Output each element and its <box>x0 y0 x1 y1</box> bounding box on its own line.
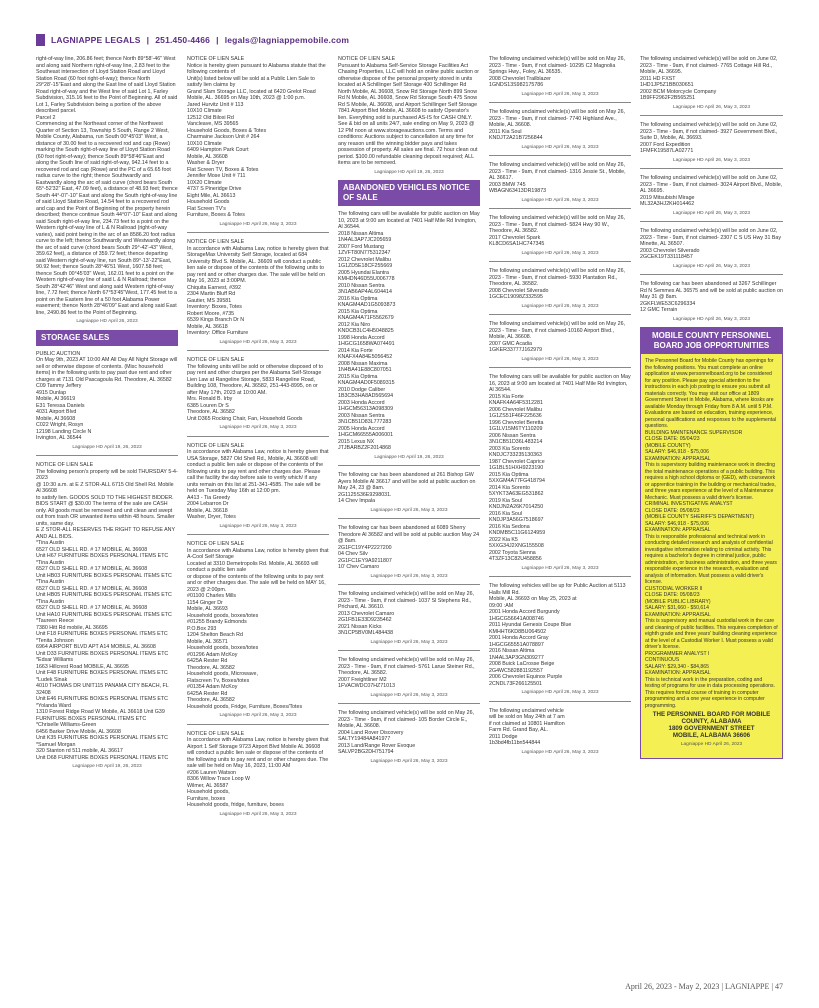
legal-notice <box>640 122 783 155</box>
legal-notice <box>489 583 631 687</box>
publication-tag: Lagniappe HD April 19, 26, 2023 <box>374 454 444 460</box>
divider <box>489 208 631 209</box>
divider <box>338 465 480 466</box>
notice-text: NOTICE OF LIEN SALE In accordance with Alabama Law, notice is hereby given that StorageMax University Self Storage, located at 684 University Blvd S. Mobile, AL. 36609 will conduct a public lien sale or dispose of the contents of the following units to pay rent and or other charges due. The sale will be held on May 16, 2023 at 3:00PM. Chiquita Earnest, #392 2304 Martin Bluff Rd Gautier, MS 39581 Inventory: Boxes, Totes Robert Moore, #735 6539 Kings Branch Dr N Mobile, AL 36618 Inventory: Office Furniture <box>187 239 329 336</box>
legal-notice <box>36 462 178 761</box>
notice-text: The following cars will be available for public auction on May 10, 2023 at 9:00 am located at 7401 Half Mile Rd Irvington, Al 36544. 2018 Nissan Altima 1N4AL3AP7JC205659 2007 Ford Mustang 1ZVFT80N775312347 2012 Chevrolet Malibu 1G1ZD5E18CF255669 2005 Hyundai Elantra KMHDN46D55U006778 2010 Nissan Sentra 3N1AB6AP4AL604414 2016 Kia Optima KNAGM4AD1G5093873 2015 Kia Optima KNAGM4A71F5562679 2012 Kia Niro KNDCB3LC4H5048825 1998 Honda Accord 1HGCG1658WA074491 2014 Kia Forte KNAFX4A84E5056452 2008 Nissan Maxima 1N4BA41E88C807051 2015 Kia Optima KNAGM4AD0F5089315 2010 Dodge Caliber 1B3CB3HA8AD565694 2003 Honda Accord 1HGCM56313A098309 2003 Nissan Sentra 3N1CB51D83L777283 2005 Honda Accord 1HGCM66555A006001 2015 Lexus NX JTJBARBZ2F2014868 <box>338 211 480 451</box>
divider <box>187 724 329 725</box>
notice-text: right-of-way line, 206.86 feet; thence North 89°58'-46" West and along said Northern right-of-way line, 2.83 feet to the Southeast intersection of Lloyd Station Road and Lloyd Station Road (60 foot right-of-way); thence North 29°28'-15"East and along the East line of said Lloyd Station Road right-of-way and the West line of said Lot 1, Farley Subdivision, 315.16 feet to the Point of Beginning. All of said Lot 1, Farley Subdivision being a portion of the above described parcel. Parcel 2 Commencing at the Northeast corner of the Northwest Quarter of Section 13, Township 5 South, Range 2 West, Mobile County, Alabama, run South 00°45'03" West, a distance of 30.00 feet to a recovered rod and cap (Rowe) marking the South right-of-way line of Lloyd Station Road (60 foot right-of-way); thence South 89°58'46"East and along the South line of said right-of-way, 942.14 feet to a recovered rod and cap (Rowe) and the PC of a 65.65 foot radius curve to the right; thence Southwardly and Eastwardly along the arc of said curve (chord bears South 65°-52'32" East, 47.09 feet), a distance of 48.93 feet; thence South 44°-07'-10" East and along the South right-of-way line of said Lloyd Station Road, 14.54 feet to a recovered rod and cap and the Point of Beginning of the property herein described; thence continue South 44°07'-10" East and along said South right-of-way line, 234.73 feet to a point on the Western right-of-way line of L & N Railroad (right-of-way varies), said point being in the arc of an 8586.20 foot radius curve to the left; thence Southwardly and Westwardly along the arc of said curve (chord bears South 29°-42'-43" West, 359.62 feet), a distance of 359.72 feet; thence departing said Western right-of-way line, run South 89°-13'-22"East, 90.92 feet; thence South 28°46'51 West, 1607.58 feet; thence South 00°45'03" West, 162.01 feet to a point on the Western right-of-way line of said L & N Railroad; thence South 28°42'46" West and along said Western right-of-way line, 7.72 feet; thence North 67°53'45"West, 177.45 feet to a point on the Eastern line of a 50 foot Alabama Power easement; thence North 28°46'09" East and along said East line, 2490.86 feet to the Point of Beginning. <box>36 56 178 316</box>
publication-tag: Lagniappe HD April 26, May 3, 2023 <box>672 316 751 322</box>
notice-text: NOTICE OF LIEN SALE Pursuant to Alabama Self-Service Storage Facilities Act Chasing Properties, LLC will hold an online public auction or otherwise dispose of the personal property stored in units located at A Schillinger Self Storage 400 Schillinger Rd North Mobile, AL 36608, Snow Rd Storage North 899 Snow Rd N Mobile, AL 36608, Snow Rd Storage South 475 Snow Rd S Mobile, AL 36608, and Airport Schillinger Self Storage 7841 Airport Blvd Mobile, AL 36608 to satisfy Operator's lien. Everything sold is purchased AS-IS for CASH ONLY. See & bid on all units 24/7, sale ending on May 9, 2023 @ 12 PM noon at www.storageauctions.com. Terms and conditions: Auctions subject to cancellation at any time for any reason until the winning bidder pays and takes possession of property. All sales are final. 72 hour clean out period. $100.00 refundable cleaning deposit required; ALL items are to be removed. <box>338 56 480 166</box>
publication-tag: Lagniappe HD April 26, May 3, 2023 <box>521 356 599 362</box>
divider <box>489 576 631 577</box>
legal-notice <box>489 109 631 142</box>
legal-notice <box>187 541 329 710</box>
publication-tag: Lagniappe HD April 26, May 3, 2023 <box>672 210 751 216</box>
publication-tag: Lagniappe HD April 26, May 3, 2023 <box>521 749 599 755</box>
legals-page <box>36 56 783 968</box>
publication-tag: Lagniappe HD April 26, May 3, 2023 <box>370 758 448 764</box>
divider <box>640 274 783 275</box>
email-address[interactable]: legals@lagniappemobile.com <box>224 35 350 45</box>
publication-tag: Lagniappe HD April 26, May 3, 2023 <box>370 639 448 645</box>
legal-notice <box>187 239 329 337</box>
divider <box>338 518 480 519</box>
legal-notice <box>489 215 631 248</box>
section-title: LAGNIAPPE LEGALS <box>51 35 141 45</box>
notice-text: The following car has been abandoned at 261 Bishop GW Ayers Mobile Al 36617 and will be sold at public auction on May 24, 23 @ 8am. 2G1125S36E9298031. 14 Chev Impala <box>338 472 476 504</box>
legal-notice <box>338 211 480 452</box>
notice-text: The following unclaimed vehicle(s) will be sold on June 02, 2023 - Time - 9am, if not claimed- 3927 Government Blvd., Suite D, Mobile, AL 36693. 2007 Ford Expedition 1FMFK19587LA02771 <box>640 122 778 154</box>
notice-text: The following unclaimed vehicle(s) will be sold on May 26, 2023 - Time - 9am, if not claimed- 105 Border Circle E., Mobile, AL 36608. 2004 Land Rover Discovery SALTY19484A841977 2013 Land/Range Rover Evoque SALVP2BG2DH751794 <box>338 710 475 755</box>
publication-tag: Lagniappe HD April 26, May 3, 2023 <box>219 221 297 227</box>
legal-notice <box>338 657 480 690</box>
column-4 <box>489 56 631 961</box>
section-heading-storage-sales: STORAGE SALES <box>36 330 178 346</box>
publication-tag: Lagniappe HD April 19, 26, 2023 <box>374 169 444 175</box>
notice-text: The following unclaimed vehicle(s) will be sold on June 02, 2023 - Time - 9am, if not claimed- 2307 C S US Hwy 31 Bay Minette, AL 36507. 2003 Chevrolet Silverado 2GCEK19T331118457 <box>640 228 782 260</box>
divider <box>640 115 783 116</box>
legal-notice <box>36 56 178 316</box>
column-3 <box>338 56 480 961</box>
notice-text: NOTICE OF LIEN SALE Notice is hereby given pursuant to Alabama statute that the following contents of Unit(s) listed below will be sold at a Public Lien Sale to satisfy lien claims by Grand Slam Storage LLC, located at 6420 Grelot Road Mobile, AL. 36695 on May 10th, 2023 @ 1:00 p.m. Jared Hurvitz Unit # 113 10X10 Climate 12512 Old Biloxi Rd Vancleave, MS 39565 Household Goods, Boxes & Totes Charmaine Jackson Unit # 264 10X10 Climate 6409 Hampton Park Court Mobile, AL 36608 Washer & Dryer Flat Screen TV, Boxes & Totes Jennifer Mose Unit # 711 10X20 Climate 4737 S Pineridge Drive Eight Mile, AL 36613 Household Goods Flat Screen TV's Furniture, Boxes & Totes <box>187 56 326 218</box>
notice-text: The following unclaimed vehicle(s) will be sold on June 02, 2023 - Time - 9am, if not claimed- 3024 Airport Blvd., Mobile, AL 36695. 2019 Mitsubishi Mirage ML32A3HJ2KH014462 <box>640 175 783 207</box>
divider <box>187 232 329 233</box>
legal-notice <box>338 710 480 756</box>
personnel-board-address: THE PERSONNEL BOARD FOR MOBILE COUNTY, ALABAMA 1809 GOVERNMENT STREET MOBILE, ALABAMA 36606 <box>652 711 771 739</box>
separator: | <box>146 35 150 45</box>
publication-tag: Lagniappe HD April 26, May 3, 2023 <box>672 157 751 163</box>
publication-tag: Lagniappe HD April 26, 2023 <box>76 319 138 324</box>
notice-text: The following unclaimed vehicle(s) will be sold on May 26, 2023 - Time - 9am, if not claimed- 5761 Larue Steiner Rd., Theodore, AL 36582. 2007 Freightliner M2 1FVACWDC07HZ71013 <box>338 657 475 689</box>
job-listings-text: The Personnel Board for Mobile County has openings for the following positions. You must complete an online application at www.personnelboard.org to be considered for any position. Please pay special attention to the instructions in each job posting to ensure you submit all materials correctly. You may visit our office at 1809 Government Street in Mobile, Alabama, where kiosks are available Monday through Friday from 8 A.M. until 5 P.M. Evaluations are based on education, training experience, personal qualifications and responses to the supplemental questions. BUILDING MAINTENANCE SUPERVISOR CLOSE DATE: 05/04/23 (MOBILE COUNTY) SALARY: $46,918 - $75,006 EXAMINATION: APPRAISAL This is supervisory building maintenance work in directing the total maintenance operations of a public building. This requires a high school diploma or (GED), with coursework or apprentice training in the building or mechanical trades, and three years experience at the level of a Maintenance Mechanic. Must possess a valid driver's license. CRIMINAL INVESTIGATIVE ANALYST CLOSE DATE: 05/08/23 (MOBILE COUNTY SHERIFF'S DEPARTMENT) SALARY: $46,918 - $75,006 EXAMINATION: APPRAISAL This is responsible professional and technical work in conducting detailed research and analysis of confidential investigative information relating to criminal activity. This requires a bachelor's degree in criminal justice, public administration, or business administration, and three years responsible experience in the research, evaluation and analysis of information. Must possess a valid driver's license. CUSTODIAL WORKER II CLOSE DATE: 05/08/23 (MOBILE PUBLIC LIBRARY) SALARY: $31,660 - $50,614 EXAMINATION: APPRAISAL This is supervisory and manual custodial work in the care and cleaning of public facilities. This requires completion of eighth grade and three years' building cleaning experience at the level of a Custodial Worker I. Must possess a valid driver's license. PROGRAMMER ANALYST I CONTINUOUS SALARY: $29,340 - $84,865 EXAMINATION: APPRAISAL This is technical work in the preparation, coding and testing of programs for use in data processing operations. This requires formal course of training in computer programming and a one year experience in computer programming. <box>645 358 778 709</box>
publication-tag: Lagniappe HD April 26, May 3, 2023 <box>521 197 599 203</box>
legal-notice <box>489 374 631 563</box>
notice-text: NOTICE OF LIEN SALE In accordance with Alabama Law, notice is hereby given that A-Cool Self Storage Located at 3310 Demetropolis Rd. Mobile, AL 36693 will conduct a public lien sale or dispose of the contents of the following units to pay rent and or other charges due. The sale will be held on MAY 16, 2023 @ 2:00pm. #01100 Charles Mills 1154 Ginger Dr Mobile, AL 36693 Household goods, boxes/totes #01255 Brandy Edmonds P.O.Box 293 1204 Shelton Beach Rd Mobile, AL 36571 Household goods, boxes/totes #01296 Adam McKoy 6425A Rester Rd Theodore, AL 36582 Household goods, Microwave, Flatscreen Tv, Boxes/totes #01354 Adam McKoy 6425A Rester Rd Theodore, AL 36582 Household goods, Fridge, Furniture, Boxes/Totes <box>187 541 329 710</box>
legal-notice <box>489 268 631 301</box>
column-2 <box>187 56 329 961</box>
legal-notice <box>489 56 631 89</box>
publication-tag: Lagniappe HD April 26, May 3, 2023 <box>521 690 599 695</box>
publication-tag: Lagniappe HD April 26, May 3, 2023 <box>219 713 297 718</box>
legal-notice <box>640 175 783 208</box>
publication-tag: Lagniappe HD April 26, 2023 <box>680 742 743 747</box>
divider <box>489 367 631 368</box>
legal-notice <box>187 357 329 422</box>
notice-text: The following unclaimed vehicle(s) will be sold on May 26, 2023 - Time - 9am, if not claimed- 1037 Sl Stephens Rd., Prichard, AL 36610. 2013 Chevrolet Camaro 2G1FB1E33D9235462 2021 Nissan Kicks 3N1CP5BV0ML484438 <box>338 591 475 636</box>
divider <box>187 534 329 535</box>
column-5 <box>640 56 783 961</box>
divider <box>36 455 178 456</box>
notice-text: The following car has been abandoned at 6089 Sherry Theodore Al 36582 and will be sold at public auction May 24 @ 8am. 2G1FC19Y4P2227200 04 Chev Silv 2G1FC1EY9A9211807 10' Chev Camaro <box>338 525 480 570</box>
legal-notice <box>489 321 631 354</box>
notice-text: NOTICE OF LIEN SALE The following units will be sold or otherwise disposed of to pay rent and other charges per the Alabama Self-Storage Lien Law at Rangeline Storage, 5833 Rangeline Road, Building 108, Theodore, AL 36582, 251-443-8995, on or after May 17th, 2023 at 10:00 AM. Mrs. Ronald B. Irby 6385 Louren Dr S Theodore, AL 36582 Unit D365 Rocking Chair, Fan, Household Goods <box>187 357 324 422</box>
publication-tag: Lagniappe HD April 26, May 3, 2023 <box>219 339 297 345</box>
legal-notice <box>36 351 178 442</box>
notice-text: The following vehicles will be up for Public Auction at 5113 Halls Mill Rd. Mobile, AL 36693 on May 25, 2023 at 09:00 :AM 2001 Honda Accord Burgundy 1HGCG56641A008746 2011 Hyundai Genesis Coupe Blue KMHHT6KD8BU064502 2001 Honda Accord Gray 1HGCG65551A078897 2016 Nissan Altima 1N4AL3AP3GN309277 2008 Buick LaCrosse Beige 2G4WC582881192557 2006 Chevrolet Equinox Purple 2CNDL73F266125501 <box>489 583 626 687</box>
divider <box>640 221 783 222</box>
notice-text: The following unclaimed vehicle(s) will be sold on May 26, 2023 - Time - 9am, if not claimed- 10295 C2 Magnolia Springs Hwy., Foley, AL 36535. 2008 Chevrolet Trailblazer 1GNDS13S982175786 <box>489 56 626 88</box>
notice-text: The following unclaimed vehicle(s) will be sold on May 26, 2023 - Time - 9am, if not claimed- 5930 Plantation Rd., Theodore, AL 36582. 2008 Chevrolet Silverado 1GCEC19098Z332595 <box>489 268 626 300</box>
divider <box>489 314 631 315</box>
notice-text: The following cars will be available for public auction on May 16, 2023 at 9:00 am located at 7401 Half Mile Rd Irvington, Al 36544. 2015 Kia Forte KNAFK4A64F5312281 2006 Chevrolet Malibu 1G1ZS51F46F225636 1996 Chevrolet Beretta 1G1LV15M6TY110209 2006 Nissan Sentra 3N1CB51D36L483214 2003 Kia Sorento KNDJC733235130363 1987 Chevrolet Caprice 1G1BL51HXH9223190 2015 Kia Optima 5XXGM4A77FG418794 2014 Kia Sorento 5XYKT3A63EG531862 2019 Kia Soul KNDJN2A26K7014250 2016 Kia Soul KNDJP3A56G7518697 2016 Kia Sedona KNDMB5C11G6124959 2022 Kia K5 5XXG34J2XNG155508 2002 Toyota Sienna 4T3ZF13C82U458856 <box>489 374 631 562</box>
publication-tag: Lagniappe HD April 26, May 3, 2023 <box>370 692 448 698</box>
divider <box>640 168 783 169</box>
publication-tag: Lagniappe HD April 26, May 3, 2023 <box>521 565 599 571</box>
legal-notice <box>489 162 631 195</box>
publication-tag: Lagniappe HD April 26, May 3, 2023 <box>370 573 448 579</box>
legal-notice <box>187 731 329 809</box>
notice-text: NOTICE OF LIEN SALE The following person's property will be sold THURSDAY 5-4-2023 @ 10:30 a.m. at E Z STOR-ALL 6715 Old Shell Rd. Mobile Al 36608 to satisfy lien. GOODS SOLD TO THE HIGHEST BIDDER. BIDS START @ $30.00 The terms of the sale are CASH only. All goods must be removed and unit clean and swept out from trash OR unwanted items within 48 hours. Smaller units, same day. E Z STOR-ALL RESERVES THE RIGHT TO REFUSE ANY AND ALL BIDS. *Tina Austin 6527 OLD SHELL RD. # 17 MOBILE, AL 36608 Unit H67 FURNITURE BOXES PERSONAL ITEMS ETC *Tina Austin 6527 OLD SHELL RD. # 17 MOBILE, AL 36608 Unit HB03 FURNITURE BOXES PERSONAL ITEMS ETC *Tina Austin 6527 OLD SHELL RD. # 17 MOBILE, AL 36608 Unit HB05 FURNITURE BOXES PERSONAL ITEMS ETC *Tina Austin 6527 OLD SHELL RD. # 17 MOBILE, AL 36608 Unit HA10 FURNITURE BOXES PERSONAL ITEMS ETC *Taureen Reece 7380 Hitt Rd mobile, AL 36695 Unit F18 FURNITURE BOXES PERSONAL ITEMS ETC *Tenita Johnson 6964 AIRPORT BLVD APT A14 MOBILE, AL 36608 Unit D33 FURNITURE BOXES PERSONAL ITEMS ETC *Edsar Williams 1663 Hillcrest Road MOBILE, AL 36695 Unit F48 FURNITURE BOXES PERSONAL ITEMS ETC *Ludek Sinak 4010 THOMAS DR UNIT115 PANAMA CITY BEACH, FL 32408 Unit E46 FURNITURE BOXES PERSONAL ITEMS ETC *Yolanda Ward 1310 Forest Ridge Road W Mobile, AL 36618 Unit G39 FURNITURE BOXES PERSONAL ITEMS ETC *Chriselle Williams-Green 6456 Barker Drive Mobile, AL 36608 Unit K35 FURNITURE BOXES PERSONAL ITEMS ETC *Samuel Morgan 320 Stanton rd 511 mobile, AL 36617 Unit D68 FURNITURE BOXES PERSONAL ITEMS ETC <box>36 462 178 761</box>
legal-notice <box>640 228 783 261</box>
job-listings <box>641 354 782 758</box>
divider <box>187 350 329 351</box>
divider <box>489 102 631 103</box>
legal-notice <box>187 443 329 521</box>
publication-tag: Lagniappe HD April 26, May 3, 2023 <box>672 263 751 269</box>
legal-notice <box>338 525 480 571</box>
notice-text: The following unclaimed vehicle will be sold on May 24th at 7 am if not claimed at 10801 Hamilton Farm Rd. Grand Bay, AL. 2011 Dodge 1b3bd4fb11bn544844 <box>489 707 565 746</box>
notice-text: NOTICE OF LIEN SALE In accordance with Alabama Law, notice is hereby given that Airport 1 Self Storage 9723 Airport Blvd Mobile AL 36608 will conduct a public lien sale or dispose of the contents of the following units to pay rent and or other charges due. The sale will be held on May 16, 2023, 11:00 AM #206 Lauren Watson 8306 Willow Trace Loop W Wilmer, AL 36587 Household goods, Furniture, boxes Household goods, fridge, furniture, boxes <box>187 730 329 808</box>
notice-text: PUBLIC AUCTION On May 9th, 2023 AT 10:00 AM All Day All Night Storage will sell or otherwise dispose of contents. (Misc household items) in the following units to pay past due rent and other charges at 7131 Old Pascagoula Rd. Theodore, AL 36582 C09 Tammy Jeffery 4915 Dunlap Mobile, Al 36619 E31 Teressa Daniels 4031 Airport Blvd Mobile, Al 36608 C022 Wright, Rosyn 12198 Landing Circle N Irvington, AL 36544 <box>36 350 178 441</box>
notice-text: The following unclaimed vehicle(s) will be sold on May 26, 2023 - Time - 9am, if not claimed- 1316 Jessie St., Mobile, AL 36617. 2003 BMW 745 WBAGN63413DR19873 <box>489 162 626 194</box>
publication-tag: Lagniappe HD April 26, May 3, 2023 <box>219 811 297 817</box>
divider <box>187 436 329 437</box>
notice-text: The following unclaimed vehicle(s) will be sold on May 26, 2023 - Time - 9am, if not claimed-10160 Airport Blvd., Mobile, AL 36608. 2007 GMC Acadia 1GKER33777J162979 <box>489 321 626 353</box>
section-heading-abandoned-vehicles: ABANDONED VEHICLES NOTICE OF SALE <box>338 180 480 206</box>
publication-tag: Lagniappe HD April 26, May 3, 2023 <box>672 104 751 110</box>
divider <box>489 155 631 156</box>
divider <box>338 584 480 585</box>
legal-notice <box>187 56 329 219</box>
column-1 <box>36 56 178 961</box>
legal-notice <box>640 56 783 102</box>
divider <box>489 701 631 702</box>
job-opportunities-box <box>640 327 783 759</box>
notice-text: The following unclaimed vehicle(s) will be sold on May 26, 2023 - Time - 9am, if not claimed- 7740 Highland Ave., Mobile, AL 36608. 2011 Kia Soul KNDJT2A21B7256844 <box>489 109 626 141</box>
page-footer: April 26, 2023 - May 2, 2023 | LAGNIAPPE | 47 <box>625 982 783 991</box>
publication-tag: Lagniappe HD April 19, 26, 2023 <box>72 444 142 450</box>
divider <box>489 261 631 262</box>
notice-text: The following car has been abandoned at 3267 Schillinger Rd N Semmes AL 36575 and will be sold at public auction on May 31 @ 8am. 2GKFLWE53C6296334 12 GMC Terrain <box>640 281 783 313</box>
legal-notice <box>338 591 480 637</box>
publication-tag: Lagniappe HD April 26, May 3, 2023 <box>219 523 297 529</box>
phone-number: 251.450-4466 <box>155 35 211 45</box>
page-header <box>36 33 349 47</box>
notice-text: NOTICE OF LIEN SALE In accordance with Alabama Law, notice is hereby given that USA Storage, 5827 Old Shell Rd., Mobile, AL 36608 will conduct a public lien sale or dispose of the contents of the following units to pay rent and other charges due. Please call the facility the day before sale to verify which/ if any units remain on this list at 251-341-4585. The sale will be held on Tuesday May 16th at 12:00 pm. A413 - Tia Greedy 2004 Lebarron Dr Mobile, AL 36618 Washer, Dryer, Totes <box>187 442 329 520</box>
divider <box>338 703 480 704</box>
divider <box>338 650 480 651</box>
publication-tag: Lagniappe HD April 26, May 3, 2023 <box>521 303 599 309</box>
separator: | <box>216 35 219 45</box>
legal-notice <box>489 708 631 747</box>
notice-text: The following unclaimed vehicle(s) will be sold on May 26, 2023 - Time - 9am, if not claimed- 5824 Hwy 90 W., Theodore, AL 36582. 2017 Chevrolet Spark KL8CD6SA1HC747345 <box>489 215 626 247</box>
publication-tag: Lagniappe HD April 26, May 3, 2023 <box>521 250 599 256</box>
section-color-block <box>36 34 45 46</box>
notice-text: The following unclaimed vehicle(s) will be sold on June 02, 2023 - Time - 9am, if not claimed- 7765 Cottage Hill Rd., Mobile, AL 36695. 2011 HD FXST 1HD1JP5Z1BB030651 2002 BCM Motorcycle Company 1B9FF2962F2B565251 <box>640 56 778 101</box>
publication-tag: Lagniappe HD April 19, 26, 2023 <box>72 764 142 769</box>
legal-notice <box>640 281 783 314</box>
section-heading-job-opportunities: MOBILE COUNTY PERSONNEL BOARD JOB OPPORTUNITIES <box>641 328 782 354</box>
legal-notice <box>338 56 480 167</box>
publication-tag: Lagniappe HD April 26, May 3, 2023 <box>219 425 297 430</box>
legal-notice <box>338 472 480 505</box>
publication-tag: Lagniappe HD April 26, May 3, 2023 <box>521 144 599 150</box>
publication-tag: Lagniappe HD April 26, May 3, 2023 <box>370 507 448 513</box>
publication-tag: Lagniappe HD April 26, May 3, 2023 <box>521 91 599 97</box>
